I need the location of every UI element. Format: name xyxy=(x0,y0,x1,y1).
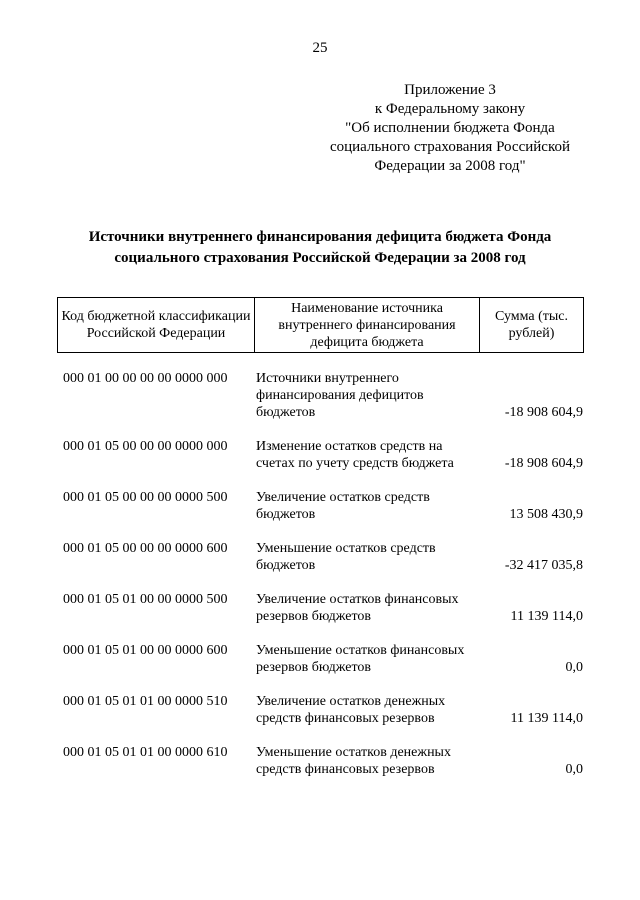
row-code: 000 01 05 01 01 00 0000 610 xyxy=(63,745,228,760)
row-sum: 13 508 430,9 xyxy=(509,507,583,522)
row-sum: -18 908 604,9 xyxy=(504,456,583,471)
row-name: Уменьшение остатков средств бюджетов xyxy=(256,541,436,573)
row-sum: -18 908 604,9 xyxy=(504,405,583,420)
appendix-line: Приложение 3 xyxy=(404,82,496,98)
header-name: Наименование источника внутреннего финансирования дефицита бюджета xyxy=(255,298,480,352)
row-name: Увеличение остатков денежных средств финансовых резервов xyxy=(256,694,446,726)
document-title-line: Источники внутреннего финансирования дефицита бюджета Фонда xyxy=(88,229,552,245)
row-sum: 11 139 114,0 xyxy=(510,609,583,624)
table-row xyxy=(0,744,640,778)
appendix-line: Федерации за 2008 год" xyxy=(374,158,526,174)
row-code: 000 01 05 00 00 00 0000 500 xyxy=(63,490,228,505)
table-row xyxy=(0,370,640,421)
row-sum: -32 417 035,8 xyxy=(504,558,583,573)
row-code: 000 01 05 01 00 00 0000 600 xyxy=(63,643,228,658)
table-row xyxy=(0,489,640,523)
document-title-line: социального страхования Российской Федерации за 2008 год xyxy=(114,250,526,266)
row-code: 000 01 05 01 01 00 0000 510 xyxy=(63,694,228,709)
row-name: Увеличение остатков средств бюджетов xyxy=(256,490,430,522)
row-code: 000 01 05 01 00 00 0000 500 xyxy=(63,592,228,607)
appendix-line: социального страхования Российской xyxy=(329,139,571,155)
document-title xyxy=(40,227,600,269)
row-name: Увеличение остатков финансовых резервов бюджетов xyxy=(256,592,459,624)
appendix-line: "Об исполнении бюджета Фонда xyxy=(345,120,555,136)
table-header xyxy=(57,297,584,353)
row-code: 000 01 05 00 00 00 0000 000 xyxy=(63,439,228,454)
row-sum: 0,0 xyxy=(565,660,583,675)
row-sum: 11 139 114,0 xyxy=(510,711,583,726)
appendix-line: к Федеральному закону xyxy=(374,101,526,117)
appendix-heading xyxy=(300,81,600,176)
header-code: Код бюджетной классификации Российской Федерации xyxy=(58,298,255,352)
table-body xyxy=(0,370,640,795)
header-sum: Сумма (тыс. рублей) xyxy=(494,309,569,341)
table-row xyxy=(0,642,640,676)
row-name: Уменьшение остатков финансовых резервов бюджетов xyxy=(256,643,465,675)
row-code: 000 01 00 00 00 00 0000 000 xyxy=(63,371,228,386)
page-number: 25 xyxy=(312,40,328,56)
row-name: Изменение остатков средств на счетах по учету средств бюджета xyxy=(256,439,454,471)
row-code: 000 01 05 00 00 00 0000 600 xyxy=(63,541,228,556)
table-row xyxy=(0,591,640,625)
table-row xyxy=(0,693,640,727)
row-name: Источники внутреннего финансирования дефицитов бюджетов xyxy=(256,371,424,420)
table-row xyxy=(0,540,640,574)
table-row xyxy=(0,438,640,472)
row-sum: 0,0 xyxy=(565,762,583,777)
row-name: Уменьшение остатков денежных средств финансовых резервов xyxy=(256,745,451,777)
